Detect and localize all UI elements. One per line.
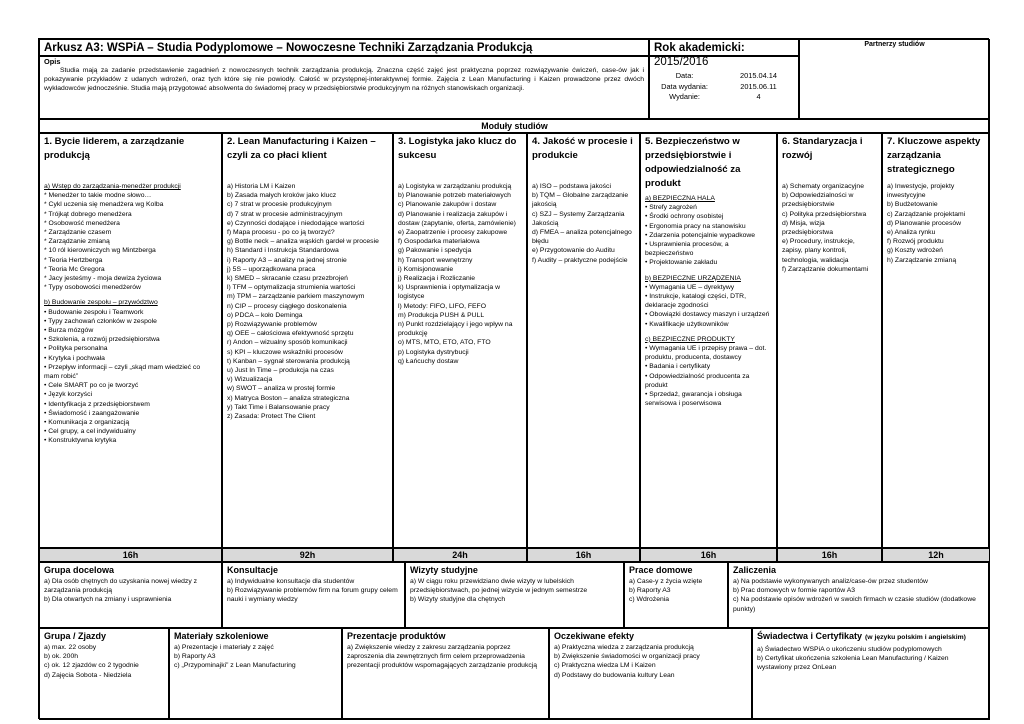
wydanie-value: 4 xyxy=(756,92,761,101)
info-cell xyxy=(342,628,549,720)
info-cell-item: a) Świadectwo WSPiA o ukończeniu studiów podyplomowych xyxy=(757,646,942,653)
info-cell-title-text: Prezentacje produktów xyxy=(347,631,446,641)
module-topic-list xyxy=(223,182,392,421)
module-topic: s) KPI – kluczowe wskaźniki procesów xyxy=(227,348,343,356)
module-topic: • Kwalifikacje użytkowników xyxy=(645,320,729,328)
module-topic: * Menedżer to takie modne słowo… xyxy=(44,192,152,200)
module-heading: 2. Lean Manufacturing i Kaizen – czyli za co płaci klient xyxy=(227,136,376,161)
info-cell-title-text: Grupa / Zjazdy xyxy=(44,631,107,641)
module-topic: c) 7 strat w procesie produkcyjnym xyxy=(227,201,332,209)
info-cell-item: a) W ciągu roku przewidziano dwie wizyty w lubelskich przedsiębiorstwach, po jednej wizycie w jednym semestrze xyxy=(410,578,588,595)
module-hours: 16h xyxy=(777,548,882,562)
module-topic: j) 5S – uporządkowana praca xyxy=(227,265,316,273)
info-cell-list xyxy=(40,577,221,605)
module-topic: a) Historia LM i Kaizen xyxy=(227,183,296,190)
module-topic: w) SWOT – analiza w prostej formie xyxy=(227,385,336,393)
module-topic-list xyxy=(394,182,526,366)
opis-meta-cell xyxy=(649,56,799,119)
module-topic: d) FMEA – analiza potencjalnego błędu xyxy=(532,229,632,246)
info-cell-item: b) Raporty A3 xyxy=(174,653,216,661)
module-topic: • Polityka personalna xyxy=(44,345,108,353)
module-hours: 12h xyxy=(882,548,990,562)
info-cell-title-text: Świadectwa i Certyfikaty xyxy=(757,631,863,641)
info-cell-list xyxy=(40,643,168,680)
module-topic: • Odpowiedzialność producenta za produkt xyxy=(645,372,750,389)
module-topic: l) TFM – optymalizacja strumienia wartości xyxy=(227,284,356,292)
info-cell-title xyxy=(170,629,341,643)
module-topic: • Ergonomia pracy na stanowisku xyxy=(645,222,746,230)
module-topic: m) TPM – zarządzanie parkiem maszynowym xyxy=(227,293,365,301)
module-topic: f) Zarządzanie dokumentami xyxy=(782,265,869,273)
module-topic: • Burza mózgów xyxy=(44,327,94,335)
module-topic: f) Rozwój produktu xyxy=(887,238,944,246)
module-topic: • Język korzyści xyxy=(44,391,93,399)
module-topic: * Teoria Mc Gregora xyxy=(44,265,105,273)
module-column-4 xyxy=(527,133,640,548)
info-cell-item: c) ok. 12 zjazdów co 2 tygodnie xyxy=(44,662,139,670)
module-topic: c) Planowanie zakupów i dostaw xyxy=(398,201,497,209)
info-cell xyxy=(39,628,169,720)
module-topic-list xyxy=(40,182,221,446)
info-cell-item: a) max. 22 osoby xyxy=(44,644,97,651)
module-topic: a) Inwestycje, projekty inwestycyjne xyxy=(887,183,955,200)
module-topic: b) BEZPIECZNE URZĄDZENIA xyxy=(645,274,741,282)
module-topic: b) Planowanie potrzeb materiałowych xyxy=(398,192,511,200)
info-cell-item: a) Zwiększenie wiedzy z zakresu zarządzania poprzez zaproszenia dla zewnętrznych firm celem przeprowadzenia prezentacji produktów wspomagających zarządzanie produkcją xyxy=(347,644,538,670)
modules-title-cell xyxy=(39,119,990,133)
module-topic: d) Planowanie i realizacja zakupów i dostaw (zapytanie, oferta, zamówienie) xyxy=(398,210,516,227)
module-topic: d) 7 strat w procesie administracyjnym xyxy=(227,210,343,218)
module-topic: * Jacy jesteśmy - moja dewiza życiowa xyxy=(44,275,162,283)
info-cell xyxy=(39,562,222,628)
wydania-value: 2015.06.11 xyxy=(740,81,777,91)
module-column-1 xyxy=(39,133,222,548)
module-topic: a) Wstęp do zarządzania-menedżer produkcji xyxy=(44,183,181,190)
module-topic: • Strefy zagrożeń xyxy=(645,204,697,212)
module-topic: • Identyfikacja z przedsiębiorstwem xyxy=(44,400,150,408)
module-topic: o) MTS, MTO, ETO, ATO, FTO xyxy=(398,339,491,347)
module-topic: r) Andon – wizualny sposób komunikacji xyxy=(227,339,348,347)
module-heading: 3. Logistyka jako klucz do sukcesu xyxy=(398,136,517,161)
module-topic: c) Polityka przedsiębiorstwa xyxy=(782,210,867,218)
module-topic: c) BEZPIECZNE PRODUKTY xyxy=(645,335,735,343)
module-heading: 4. Jakość w procesie i produkcie xyxy=(532,136,633,161)
opis-text: Studia mają za zadanie przedstawienie zagadnień z nowoczesnych technik zarządzania produkcją. Znaczna część zajęć jest praktyczna poprzez rozwiązywanie ćwiczeń, case-ów jak i pokazywanie przykładów z udanych wdrożeń, oraz tych które się nie powiodły. Całość w przystępnej-interaktywnej formie. Zajęcia z Lean Manufacturing i Kaizen prowadzone przez dwóch wykładowców jednocześnie. Studia mają przygotować absolwenta do świadomej pracy w przedsiębiorstwie produkcyjnym na różnych stanowiskach organizacji. xyxy=(44,67,644,93)
module-topic: e) Czynności dodające i niedodające wartości xyxy=(227,219,365,227)
modules-title: Moduły studiów xyxy=(481,121,548,131)
module-topic: • Projektowanie zakładu xyxy=(645,259,718,267)
module-heading: 7. Kluczowe aspekty zarządzania strategicznego xyxy=(887,136,981,175)
module-topic: m) Produkcja PUSH & PULL xyxy=(398,311,485,319)
module-topic: • Środki ochrony osobistej xyxy=(645,213,724,221)
module-heading: 1. Bycie liderem, a zarządzanie produkcją xyxy=(44,136,185,161)
module-topic: * Typy osobowości menedżerów xyxy=(44,284,141,292)
info-cell-item: c) „Przypominajki” z Lean Manufacturing xyxy=(174,662,296,670)
module-topic: y) Takt Time i Balansowanie pracy xyxy=(227,403,330,411)
module-topic: c) Zarządzanie projektami xyxy=(887,210,966,218)
opis-cell xyxy=(39,56,649,119)
module-topic: u) Just In Time – produkcja na czas xyxy=(227,367,334,375)
module-topic: g) Koszty wdrożeń xyxy=(887,247,943,255)
module-topic: b) Budżetowanie xyxy=(887,201,938,209)
module-topic: j) Realizacja i Rozliczanie xyxy=(398,275,476,283)
info-cell-item: a) Praktyczna wiedza z zarządzania produkcją xyxy=(554,644,694,651)
info-cell-title: Wizyty studyjne xyxy=(410,565,478,575)
module-topic: q) Łańcuchy dostaw xyxy=(398,357,459,365)
module-topic: e) Przygotowanie do Auditu xyxy=(532,247,615,255)
module-topic: • Badania i certyfikaty xyxy=(645,363,711,371)
info-cell xyxy=(549,628,752,720)
module-topic: • Instrukcje, katalogi części, DTR, deklaracje zgodności xyxy=(645,293,746,310)
info-cell-title: Grupa docelowa xyxy=(44,565,115,575)
info-cell-title xyxy=(550,629,751,643)
module-topic: • Usprawnienia procesów, a bezpieczeństwo xyxy=(645,241,729,258)
module-topic: • Komunikacja z organizacją xyxy=(44,419,130,427)
module-topic: • Obowiązki dostawcy maszyn i urządzeń xyxy=(645,311,770,319)
info-cell-item: a) Prezentacje i materiały z zajęć xyxy=(174,644,274,651)
module-topic: h) Zarządzanie zmianą xyxy=(887,256,957,264)
title-cell xyxy=(39,39,649,56)
year-cell xyxy=(649,39,799,68)
module-topic: a) ISO – podstawa jakości xyxy=(532,183,611,190)
module-topic: • Cele SMART po co je tworzyć xyxy=(44,382,139,390)
module-topic: • Zdarzenia potencjalnie wypadkowe xyxy=(645,231,756,239)
module-topic: h) Transport wewnętrzny xyxy=(398,256,473,264)
info-cell-title xyxy=(343,629,548,643)
module-column-7 xyxy=(882,133,990,548)
info-cell-list xyxy=(729,577,989,614)
info-cell-list xyxy=(550,643,751,680)
module-topic: • Świadomość i zaangażowanie xyxy=(44,409,140,417)
info-cell-title-text: Materiały szkoleniowe xyxy=(174,631,269,641)
module-topic: • Przepływ informacji – czyli „skąd mam wiedzieć co mam robić” xyxy=(44,363,201,381)
info-cell-title-suffix: (w języku polskim i angielskim) xyxy=(865,634,966,641)
module-topic: e) Analiza rynku xyxy=(887,229,936,237)
module-topic: o) PDCA – koło Deminga xyxy=(227,311,303,319)
info-cell-item: c) Praktyczna wiedza LM i Kaizen xyxy=(554,662,656,670)
info-cell-item: d) Podstawy do budowania kultury Lean xyxy=(554,671,675,679)
module-topic: x) Matryca Boston – analiza strategiczna xyxy=(227,394,350,402)
info-cell-list xyxy=(170,643,341,671)
module-column-3 xyxy=(393,133,527,548)
module-topic: k) SMED – skracanie czasu przezbrojeń xyxy=(227,275,348,283)
module-topic: f) Audity – praktyczne podejście xyxy=(532,256,628,264)
module-hours: 92h xyxy=(222,548,393,562)
module-topic: b) Zasada małych kroków jako klucz xyxy=(227,192,337,200)
module-topic-list xyxy=(528,182,639,265)
info-cell-list xyxy=(753,645,989,673)
info-cell-list xyxy=(625,577,727,605)
module-topic: d) Planowanie procesów xyxy=(887,219,962,227)
module-topic: • Szkolenia, a rozwój przedsiębiorstwa xyxy=(44,336,160,344)
module-topic: • Sprzedaż, gwarancja i obsługa serwisowa i poserwisowa xyxy=(645,391,742,408)
module-topic: v) Wizualizacja xyxy=(227,376,273,384)
module-topic: h) Standard i Instrukcja Standardowa xyxy=(227,247,339,255)
module-topic: e) Procedury, instrukcje, zapisy, plany kontroli, technologia, walidacja xyxy=(782,238,855,264)
partners-label: Partnerzy studiów xyxy=(864,41,925,48)
module-topic: f) Gospodarka materiałowa xyxy=(398,238,480,246)
info-cell-title: Zaliczenia xyxy=(733,565,777,575)
partners-cell xyxy=(799,39,990,119)
module-topic: • Konstruktywna krytyka xyxy=(44,437,117,445)
module-topic: i) Raporty A3 – analizy na jednej stronie xyxy=(227,256,347,264)
info-cell-item: a) Dla osób chętnych do uzyskania nowej wiedzy z zarządzania produkcją xyxy=(44,578,198,595)
info-cell-title-text: Oczekiwane efekty xyxy=(554,631,635,641)
module-topic: t) Kanban – sygnał sterowania produkcją xyxy=(227,357,350,365)
module-heading: 5. Bezpieczeństwo w przedsiębiorstwie i odpowiedzialność za produkt xyxy=(645,136,741,189)
module-topic: b) TQM – Globalne zarządzanie jakością xyxy=(532,192,629,209)
module-topic: p) Rozwiązywanie problemów xyxy=(227,321,317,329)
module-topic: e) Zaopatrzenie i procesy zakupowe xyxy=(398,229,508,237)
wydania-label: Data wydania: xyxy=(661,81,708,91)
module-topic: q) OEE – całościowa efektywność sprzętu xyxy=(227,330,354,338)
module-hours: 16h xyxy=(640,548,777,562)
module-column-6 xyxy=(777,133,882,548)
module-hours: 24h xyxy=(393,548,527,562)
info-cell xyxy=(624,562,728,628)
module-topic: • Krytyka i pochwała xyxy=(44,354,105,362)
module-topic: * Zarządzanie zmianą xyxy=(44,238,110,246)
a3-sheet xyxy=(38,38,989,719)
info-cell xyxy=(752,628,990,720)
info-cell-list xyxy=(223,577,404,605)
module-topic: c) SZJ – Systemy Zarządzania Jakością xyxy=(532,210,625,227)
info-cell-list xyxy=(343,643,548,671)
module-topic: a) Schematy organizacyjne xyxy=(782,183,864,190)
info-cell-title: Prace domowe xyxy=(629,565,693,575)
opis-label: Opis xyxy=(44,57,61,66)
module-topic: p) Logistyka dystrybucji xyxy=(398,348,469,356)
info-cell-title: Konsultacje xyxy=(227,565,279,575)
info-cell-item: c) Wdrożenia xyxy=(629,596,670,604)
module-column-2 xyxy=(222,133,393,548)
module-column-5 xyxy=(640,133,777,548)
module-topic: * 10 ról kierowniczych wg Mintzberga xyxy=(44,247,156,255)
info-cell-item: b) Zwiększenie świadomości w organizacji pracy xyxy=(554,653,700,661)
module-hours: 16h xyxy=(39,548,222,562)
module-topic-list xyxy=(883,182,989,265)
module-topic: • Budowanie zespołu i Teamwork xyxy=(44,308,144,316)
info-cell-item: a) Case-y z życia wzięte xyxy=(629,578,703,585)
year-value: 2015/2016 xyxy=(654,56,709,68)
module-topic: • Typy zachowań członków w zespole xyxy=(44,317,157,325)
info-cell xyxy=(169,628,342,720)
info-cell-item: c) Na podstawie opisów wdrożeń w swoich firmach w czasie studiów (dodatkowe punkty) xyxy=(733,596,976,613)
module-topic: a) Logistyka w zarządzaniu produkcją xyxy=(398,183,512,190)
info-cell-item: b) Raporty A3 xyxy=(629,587,671,595)
module-topic: * Teoria Hertzberga xyxy=(44,256,103,264)
info-cell-item: a) Indywidualne konsultacje dla studentów xyxy=(227,578,355,585)
module-topic: n) CIP – procesy ciągłego doskonalenia xyxy=(227,302,347,310)
module-topic: * Cykl uczenia się menadżera wg Kolba xyxy=(44,201,164,209)
info-cell xyxy=(222,562,405,628)
module-topic: * Zarządzanie czasem xyxy=(44,229,112,237)
info-cell-item: b) Dla otwartych na zmiany i usprawnienia xyxy=(44,596,172,604)
info-cell-title xyxy=(40,629,168,643)
module-topic: i) Komisjonowanie xyxy=(398,265,454,273)
module-topic: b) Odpowiedzialności w przedsiębiorstwie xyxy=(782,192,854,209)
info-cell xyxy=(728,562,990,628)
module-topic-list xyxy=(641,194,776,408)
page-title: Arkusz A3: WSPiA – Studia Podyplomowe – Nowoczesne Techniki Zarządzania Produkcją xyxy=(44,42,533,54)
module-topic: * Trójkąt dobrego menedżera xyxy=(44,210,132,218)
info-cell-title xyxy=(753,629,989,645)
info-cell-item: b) Wizyty studyjne dla chętnych xyxy=(410,596,506,604)
module-topic-list xyxy=(778,182,881,274)
module-topic: z) Zasada: Protect The Client xyxy=(227,413,316,421)
data-label: Data: xyxy=(675,71,694,80)
info-cell-item: b) ok. 200h xyxy=(44,653,79,661)
module-topic: k) Usprawnienia i optymalizacja w logistyce xyxy=(398,284,500,301)
module-topic: * Osobowość menedżera xyxy=(44,219,120,227)
info-cell xyxy=(405,562,624,628)
module-topic: b) Budowanie zespołu – przywództwo xyxy=(44,299,158,307)
module-topic: a) BEZPIECZNA HALA xyxy=(645,195,715,202)
info-cell-list xyxy=(406,577,623,605)
info-cell-item: a) Na podstawie wykonywanych analiz/case-ów przez studentów xyxy=(733,578,928,585)
module-topic: g) Bottle neck – analiza wąskich gardeł w procesie xyxy=(227,238,379,246)
module-topic: n) Punkt rozdzielający i jego wpływ na produkcję xyxy=(398,321,513,338)
module-topic: g) Pakowanie i spedycja xyxy=(398,247,472,255)
module-topic: • Wymagania UE – dyrektywy xyxy=(645,283,735,291)
module-topic: d) Misja, wizja przedsiębiorstwa xyxy=(782,219,833,237)
module-topic: • Wymagania UE i przepisy prawa – dot. produktu, producenta, dostawcy xyxy=(645,345,767,362)
year-label: Rok akademicki: xyxy=(654,42,745,54)
module-topic: • Cel grupy, a cel indywidualny xyxy=(44,428,136,436)
info-cell-item: b) Rozwiązywanie problemów firm na forum grupy celem nauki i wymiany wiedzy xyxy=(227,587,398,604)
module-heading: 6. Standaryzacja i rozwój xyxy=(782,136,863,161)
info-cell-item: b) Prac domowych w formie raportów A3 xyxy=(733,587,856,595)
info-cell-item: d) Zajęcia Sobota - Niedziela xyxy=(44,671,132,679)
data-value: 2015.04.14 xyxy=(740,71,778,80)
info-cell-item: b) Certyfikat ukończenia szkolenia Lean Manufacturing / Kaizen wystawiony przez OnLean xyxy=(757,655,949,672)
module-hours: 16h xyxy=(527,548,640,562)
module-topic: f) Mapa procesu - po co ją tworzyć? xyxy=(227,229,335,237)
wydanie-label: Wydanie: xyxy=(669,92,700,101)
module-topic: l) Metody: FIFO, LIFO, FEFO xyxy=(398,302,486,310)
